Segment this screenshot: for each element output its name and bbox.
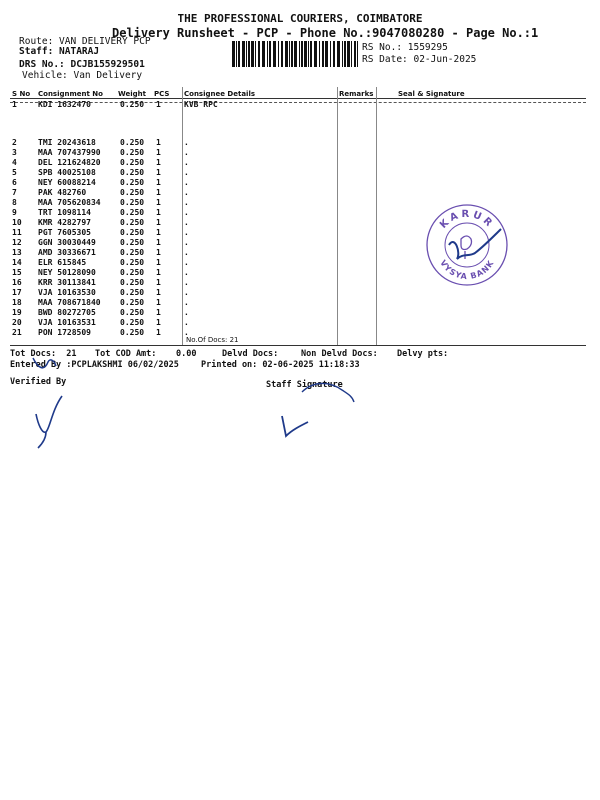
row-consignee: . (184, 218, 189, 227)
table-bottom-rule (10, 345, 586, 346)
row-remarks (337, 278, 376, 288)
row-consignee: . (184, 168, 189, 177)
row-weight: 0.250 (120, 228, 145, 237)
row-pcs: 1 (156, 148, 161, 157)
row-remarks (337, 258, 376, 268)
row-seal (376, 138, 586, 148)
barcode-bar (325, 41, 328, 67)
row-pcs: 1 (156, 138, 161, 147)
non-delivered-docs: Non Delvd Docs: (301, 349, 378, 359)
barcode-bar (308, 41, 309, 67)
row-remarks (337, 168, 376, 178)
barcode-bar (289, 41, 290, 67)
row-remarks (337, 318, 376, 328)
barcode-bar (342, 41, 343, 67)
row-sno: 11 (12, 228, 22, 237)
row-pcs: 1 (156, 178, 161, 187)
drs-number: DRS No.: DCJB155929501 (19, 59, 145, 70)
row-remarks (337, 238, 376, 248)
row-consignment-no: MAA 708671840 (38, 298, 101, 307)
row-remarks (337, 138, 376, 148)
row-consignment-no: KMR 4282797 (38, 218, 91, 227)
barcode-bar (248, 41, 250, 67)
vehicle-label: Vehicle: Van Delivery (22, 70, 143, 81)
row-weight: 0.250 (120, 268, 145, 277)
row-consignment-no: MAA 705620834 (38, 198, 101, 207)
row-remarks (337, 268, 376, 278)
table-row (10, 100, 586, 138)
col-consignee: Consignee Details (184, 89, 256, 98)
total-cod-label: Tot COD Amt: (95, 349, 157, 359)
company-name: THE PROFESSIONAL COURIERS, COIMBATORE (177, 12, 423, 25)
row-remarks (337, 248, 376, 258)
row-consignee: . (184, 198, 189, 207)
row-sno: 8 (12, 198, 17, 207)
row-consignment-no: TRT 1098114 (38, 208, 91, 217)
col-weight: Weight (118, 89, 146, 98)
row-remarks (337, 178, 376, 188)
verified-by-signature (28, 392, 73, 452)
row-seal (376, 298, 586, 308)
row-weight: 0.250 (120, 168, 145, 177)
row-sno: 10 (12, 218, 22, 227)
row-consignee: . (184, 268, 189, 277)
row-seal (376, 308, 586, 318)
barcode-bar (330, 41, 331, 67)
row-consignee: . (184, 188, 189, 197)
row-weight: 0.250 (120, 328, 145, 337)
barcode-bar (301, 41, 303, 67)
table-row (10, 298, 586, 308)
row-pcs: 1 (156, 248, 161, 257)
barcode-bar (347, 41, 350, 67)
row-sno: 21 (12, 328, 22, 337)
table-row (10, 288, 586, 298)
row-pcs: 1 (156, 308, 161, 317)
row-consignee: . (184, 278, 189, 287)
row-pcs: 1 (156, 238, 161, 247)
row-sno: 2 (12, 138, 17, 147)
barcode-bar (281, 41, 283, 67)
row-sno: 4 (12, 158, 17, 167)
row-remarks (337, 188, 376, 198)
table-row (10, 308, 586, 318)
staff-signature (276, 412, 316, 442)
row-remarks (337, 158, 376, 168)
row-seal (376, 318, 586, 328)
row-sno: 13 (12, 248, 22, 257)
row-sno: 9 (12, 208, 17, 217)
col-pcs: PCS (154, 89, 170, 98)
row-pcs: 1 (156, 188, 161, 197)
row-sno: 17 (12, 288, 22, 297)
row-sno: 14 (12, 258, 22, 267)
barcode-bar (242, 41, 245, 67)
delivery-points: Delvy pts: (397, 349, 449, 359)
barcode-bar (357, 41, 358, 67)
barcode-bar (314, 41, 317, 67)
row-seal (376, 188, 586, 198)
barcode-bar (246, 41, 247, 67)
row-sno: 7 (12, 188, 17, 197)
row-pcs: 1 (156, 298, 161, 307)
row-remarks (337, 298, 376, 308)
row-pcs: 1 (156, 288, 161, 297)
barcode-bar (285, 41, 288, 67)
row-pcs: 1 (156, 100, 161, 109)
table-row (10, 178, 586, 188)
row-weight: 0.250 (120, 100, 145, 109)
barcode-bar (258, 41, 260, 67)
row-pcs: 1 (156, 258, 161, 267)
table-row (10, 158, 586, 168)
barcode-bar (344, 41, 346, 67)
row-consignee: . (184, 228, 189, 237)
row-consignee: . (184, 148, 189, 157)
barcode-bar (236, 41, 237, 67)
total-docs: Tot Docs: 21 (10, 349, 77, 359)
total-cod-value: 0.00 (176, 349, 197, 359)
row-weight: 0.250 (120, 198, 145, 207)
row-pcs: 1 (156, 218, 161, 227)
barcode-bar (299, 41, 300, 67)
row-remarks (337, 228, 376, 238)
row-sno: 5 (12, 168, 17, 177)
row-sno: 16 (12, 278, 22, 287)
barcode-bar (291, 41, 293, 67)
row-pcs: 1 (156, 278, 161, 287)
row-weight: 0.250 (120, 298, 145, 307)
row-consignee: . (184, 258, 189, 267)
barcode-bar (354, 41, 356, 67)
entered-by-scribble (30, 354, 60, 376)
row-pcs: 1 (156, 198, 161, 207)
row-consignment-no: PAK 482760 (38, 188, 87, 197)
row-pcs: 1 (156, 268, 161, 277)
row-sno: 3 (12, 148, 17, 157)
barcode-bar (278, 41, 279, 67)
row-weight: 0.250 (120, 138, 145, 147)
col-remarks: Remarks (339, 89, 374, 98)
staff-scribble (298, 372, 358, 412)
stamp-bottom-text: VYSYA BANK (438, 258, 496, 282)
row-weight: 0.250 (120, 148, 145, 157)
table-row (10, 148, 586, 158)
row-pcs: 1 (156, 158, 161, 167)
row-weight: 0.250 (120, 278, 145, 287)
no-of-docs: No.Of Docs: 21 (186, 336, 239, 344)
barcode-bar (269, 41, 271, 67)
row-pcs: 1 (156, 168, 161, 177)
row-consignment-no: GGN 30030449 (38, 238, 96, 247)
row-consignee: . (184, 138, 189, 147)
row-sno: 18 (12, 298, 22, 307)
row-consignee: . (184, 208, 189, 217)
barcode-bar (294, 41, 297, 67)
row-consignment-no: KRR 30113841 (38, 278, 96, 287)
barcode-image (232, 41, 358, 67)
row-consignee: . (184, 288, 189, 297)
col-consignment: Consignment No (38, 89, 103, 98)
row-weight: 0.250 (120, 188, 145, 197)
row-pcs: 1 (156, 318, 161, 327)
row-sno: 1 (12, 100, 17, 109)
row-weight: 0.250 (120, 238, 145, 247)
row-sno: 6 (12, 178, 17, 187)
col-seal: Seal & Signature (398, 89, 465, 98)
row-consignment-no: NEY 60088214 (38, 178, 96, 187)
row-pcs: 1 (156, 228, 161, 237)
row-remarks (337, 288, 376, 298)
barcode-bar (267, 41, 268, 67)
table-row (10, 328, 586, 338)
row-weight: 0.250 (120, 208, 145, 217)
row-pcs: 1 (156, 208, 161, 217)
row-consignee: . (184, 308, 189, 317)
row-remarks (337, 100, 376, 138)
row-weight: 0.250 (120, 248, 145, 257)
barcode-bar (273, 41, 276, 67)
row-pcs: 1 (156, 328, 161, 337)
barcode-bar (319, 41, 320, 67)
rs-number: RS No.: 1559295 (362, 42, 448, 53)
row-consignment-no: VJA 10163531 (38, 318, 96, 327)
row-consignment-no: DEL 121624820 (38, 158, 101, 167)
row-remarks (337, 208, 376, 218)
table-row (10, 318, 586, 328)
row-consignment-no: TMI 20243618 (38, 138, 96, 147)
row-consignee: . (184, 328, 189, 337)
row-weight: 0.250 (120, 158, 145, 167)
row-consignee: . (184, 318, 189, 327)
row-consignment-no: NEY 50128090 (38, 268, 96, 277)
row-remarks (337, 218, 376, 228)
row-seal (376, 328, 586, 338)
row-consignee: . (184, 248, 189, 257)
staff-signature-label: Staff Signature (266, 380, 343, 390)
printed-on: Printed on: 02-06-2025 11:18:33 (201, 360, 360, 370)
barcode-bar (232, 41, 235, 67)
table-row (10, 168, 586, 178)
stamp-top-text: KARUR (437, 208, 497, 231)
row-consignment-no: ELR 615845 (38, 258, 87, 267)
row-weight: 0.250 (120, 318, 145, 327)
row-weight: 0.250 (120, 288, 145, 297)
staff-label: Staff: NATARAJ (19, 46, 100, 57)
table-row (10, 138, 586, 148)
row-remarks (337, 308, 376, 318)
row-consignee: . (184, 158, 189, 167)
row-consignment-no: PGT 7605305 (38, 228, 91, 237)
row-consignment-no: VJA 10163530 (38, 288, 96, 297)
row-consignment-no: BWD 80272705 (38, 308, 96, 317)
barcode-bar (251, 41, 254, 67)
row-seal (376, 148, 586, 158)
row-seal (376, 178, 586, 188)
rs-date: RS Date: 02-Jun-2025 (362, 54, 477, 65)
row-seal (376, 168, 586, 178)
barcode-bar (351, 41, 352, 67)
row-consignee: . (184, 238, 189, 247)
row-consignee: KVB RPC (184, 100, 218, 109)
barcode-bar (337, 41, 340, 67)
barcode-bar (262, 41, 265, 67)
row-seal (376, 100, 586, 138)
row-weight: 0.250 (120, 258, 145, 267)
row-remarks (337, 328, 376, 338)
row-sno: 12 (12, 238, 22, 247)
row-sno: 15 (12, 268, 22, 277)
row-seal (376, 288, 586, 298)
route-label: Route: VAN DELIVERY PCP (19, 36, 151, 47)
table-row (10, 188, 586, 198)
row-consignee: . (184, 178, 189, 187)
barcode-bar (255, 41, 256, 67)
row-consignment-no: SPB 40025108 (38, 168, 96, 177)
row-weight: 0.250 (120, 218, 145, 227)
entered-by: Entered By :PCPLAKSHMI 06/02/2025 (10, 360, 179, 370)
row-weight: 0.250 (120, 178, 145, 187)
barcode-bar (333, 41, 335, 67)
barcode-bar (322, 41, 324, 67)
barcode-bar (304, 41, 307, 67)
seal-signature (445, 223, 505, 268)
row-sno: 20 (12, 318, 22, 327)
row-consignment-no: KDI 1632470 (38, 100, 91, 109)
row-weight: 0.250 (120, 308, 145, 317)
row-sno: 19 (12, 308, 22, 317)
table-header-row (10, 87, 586, 100)
row-seal (376, 158, 586, 168)
row-consignment-no: MAA 707437990 (38, 148, 101, 157)
row-consignment-no: PON 1728509 (38, 328, 91, 337)
runsheet-title: Delivery Runsheet - PCP - Phone No.:9047080280 - Page No.:1 (112, 26, 539, 40)
barcode-bar (238, 41, 240, 67)
row-consignment-no: AMD 30336671 (38, 248, 96, 257)
verified-by-label: Verified By (10, 377, 67, 387)
col-sno: S No (12, 89, 31, 98)
delivered-docs: Delvd Docs: (222, 349, 279, 359)
row-remarks (337, 198, 376, 208)
row-remarks (337, 148, 376, 158)
barcode-bar (310, 41, 312, 67)
row-consignee: . (184, 298, 189, 307)
